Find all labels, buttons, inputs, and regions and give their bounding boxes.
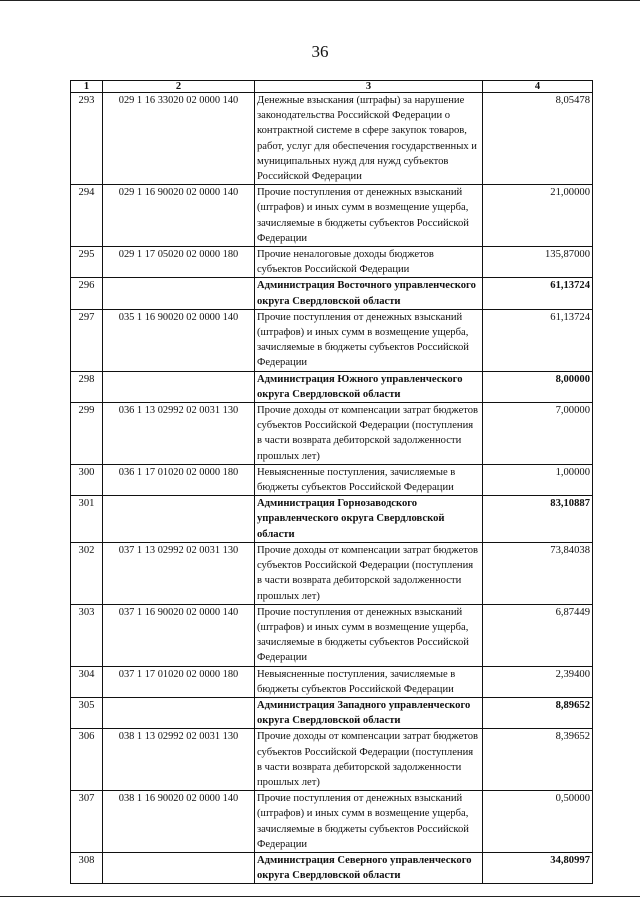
row-number-cell: 307 (71, 791, 103, 853)
amount-cell: 7,00000 (483, 403, 593, 465)
revenue-name-cell: Прочие неналоговые доходы бюджетов субъектов Российской Федерации (255, 247, 483, 278)
classification-code-cell: 029 1 17 05020 02 0000 180 (103, 247, 255, 278)
classification-code-cell (103, 697, 255, 728)
row-number-cell: 308 (71, 852, 103, 883)
amount-cell: 0,50000 (483, 791, 593, 853)
table-row (71, 464, 593, 495)
classification-code-cell: 036 1 17 01020 02 0000 180 (103, 464, 255, 495)
column-header-1: 1 (71, 81, 103, 93)
revenue-name-cell: Прочие поступления от денежных взысканий (штрафов) и иных сумм в возмещение ущерба, зачисляемые в бюджеты субъектов Российской Федерации (255, 185, 483, 247)
table-row (71, 666, 593, 697)
revenue-name-cell: Прочие поступления от денежных взысканий (штрафов) и иных сумм в возмещение ущерба, зачисляемые в бюджеты субъектов Российской Федерации (255, 309, 483, 371)
revenue-name-cell: Прочие поступления от денежных взысканий (штрафов) и иных сумм в возмещение ущерба, зачисляемые в бюджеты субъектов Российской Федерации (255, 791, 483, 853)
revenue-name-cell: Администрация Западного управленческого округа Свердловской области (255, 697, 483, 728)
classification-code-cell (103, 852, 255, 883)
table-row (71, 309, 593, 371)
table-row (71, 403, 593, 465)
classification-code-cell: 038 1 16 90020 02 0000 140 (103, 791, 255, 853)
row-number-cell: 295 (71, 247, 103, 278)
row-number-cell: 294 (71, 185, 103, 247)
row-number-cell: 305 (71, 697, 103, 728)
revenue-name-cell: Прочие доходы от компенсации затрат бюджетов субъектов Российской Федерации (поступления в части возврата дебиторской задолженности прошлых лет) (255, 729, 483, 791)
classification-code-cell: 029 1 16 90020 02 0000 140 (103, 185, 255, 247)
table-row (71, 247, 593, 278)
revenue-name-cell: Прочие доходы от компенсации затрат бюджетов субъектов Российской Федерации (поступления в части возврата дебиторской задолженности прошлых лет) (255, 403, 483, 465)
row-number-cell: 302 (71, 542, 103, 604)
classification-code-cell (103, 278, 255, 309)
column-header-4: 4 (483, 81, 593, 93)
row-number-cell: 300 (71, 464, 103, 495)
revenue-name-cell: Администрация Северного управленческого округа Свердловской области (255, 852, 483, 883)
table-row (71, 791, 593, 853)
revenue-name-cell: Невыясненные поступления, зачисляемые в бюджеты субъектов Российской Федерации (255, 464, 483, 495)
amount-cell: 34,80997 (483, 852, 593, 883)
column-header-3: 3 (255, 81, 483, 93)
row-number-cell: 303 (71, 604, 103, 666)
table-row (71, 278, 593, 309)
amount-cell: 61,13724 (483, 309, 593, 371)
table-row (71, 185, 593, 247)
revenue-name-cell: Прочие доходы от компенсации затрат бюджетов субъектов Российской Федерации (поступления в части возврата дебиторской задолженности прошлых лет) (255, 542, 483, 604)
table-row (71, 93, 593, 185)
classification-code-cell (103, 371, 255, 402)
table-row (71, 542, 593, 604)
revenue-name-cell: Администрация Южного управленческого округа Свердловской области (255, 371, 483, 402)
revenue-name-cell: Денежные взыскания (штрафы) за нарушение законодательства Российской Федерации о контрактной системе в сфере закупок товаров, работ, услуг для обеспечения государственных и муниципальных нужд для нужд субъектов Российской Федерации (255, 93, 483, 185)
table-header-row (71, 81, 593, 93)
row-number-cell: 298 (71, 371, 103, 402)
classification-code-cell: 038 1 13 02992 02 0031 130 (103, 729, 255, 791)
row-number-cell: 301 (71, 496, 103, 543)
amount-cell: 1,00000 (483, 464, 593, 495)
table-body (71, 93, 593, 884)
amount-cell: 83,10887 (483, 496, 593, 543)
table-row (71, 371, 593, 402)
classification-code-cell: 037 1 17 01020 02 0000 180 (103, 666, 255, 697)
page-number: 36 (311, 42, 329, 61)
column-header-2: 2 (103, 81, 255, 93)
budget-revenue-table (70, 80, 593, 884)
row-number-cell: 296 (71, 278, 103, 309)
revenue-name-cell: Прочие поступления от денежных взысканий (штрафов) и иных сумм в возмещение ущерба, зачисляемые в бюджеты субъектов Российской Федерации (255, 604, 483, 666)
table-row (71, 729, 593, 791)
amount-cell: 8,00000 (483, 371, 593, 402)
row-number-cell: 306 (71, 729, 103, 791)
amount-cell: 6,87449 (483, 604, 593, 666)
row-number-cell: 297 (71, 309, 103, 371)
amount-cell: 135,87000 (483, 247, 593, 278)
classification-code-cell: 037 1 16 90020 02 0000 140 (103, 604, 255, 666)
revenue-name-cell: Невыясненные поступления, зачисляемые в бюджеты субъектов Российской Федерации (255, 666, 483, 697)
amount-cell: 73,84038 (483, 542, 593, 604)
revenue-name-cell: Администрация Горнозаводского управленческого округа Свердловской области (255, 496, 483, 543)
scan-edge-top (0, 0, 640, 1)
classification-code-cell: 029 1 16 33020 02 0000 140 (103, 93, 255, 185)
row-number-cell: 293 (71, 93, 103, 185)
table-row (71, 496, 593, 543)
amount-cell: 8,39652 (483, 729, 593, 791)
amount-cell: 61,13724 (483, 278, 593, 309)
row-number-cell: 299 (71, 403, 103, 465)
scan-edge-bottom (0, 896, 640, 897)
table-row (71, 697, 593, 728)
classification-code-cell: 035 1 16 90020 02 0000 140 (103, 309, 255, 371)
classification-code-cell: 036 1 13 02992 02 0031 130 (103, 403, 255, 465)
row-number-cell: 304 (71, 666, 103, 697)
classification-code-cell: 037 1 13 02992 02 0031 130 (103, 542, 255, 604)
classification-code-cell (103, 496, 255, 543)
amount-cell: 8,05478 (483, 93, 593, 185)
table-row (71, 604, 593, 666)
amount-cell: 2,39400 (483, 666, 593, 697)
table-row (71, 852, 593, 883)
amount-cell: 21,00000 (483, 185, 593, 247)
amount-cell: 8,89652 (483, 697, 593, 728)
revenue-name-cell: Администрация Восточного управленческого округа Свердловской области (255, 278, 483, 309)
